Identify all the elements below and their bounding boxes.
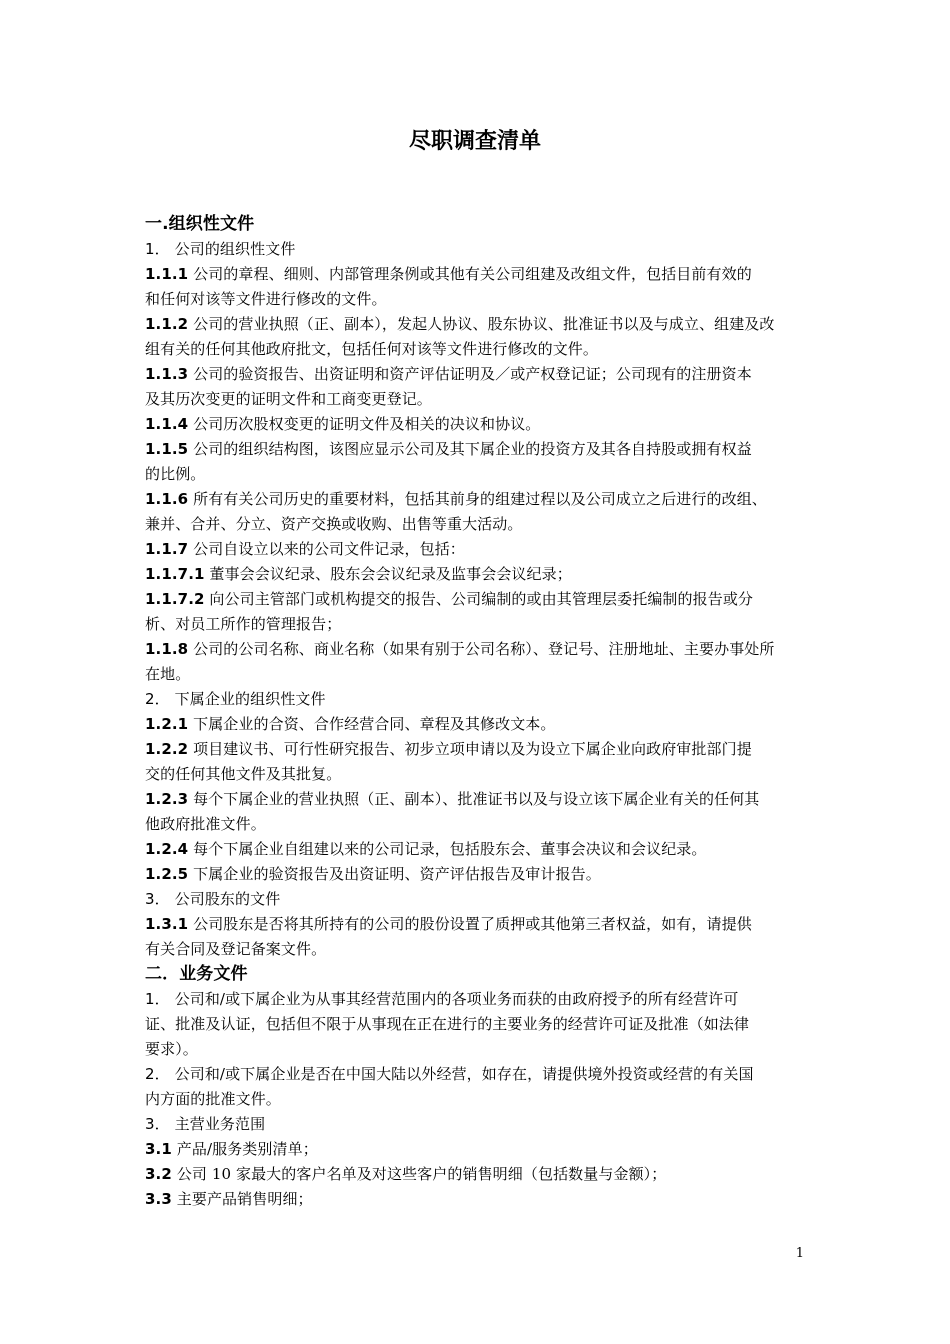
item-text: 向公司主管部门或机构提交的报告、公司编制的或由其管理层委托编制的报告或分: [209, 590, 754, 608]
list-item-line: [145, 662, 820, 687]
item-text: 交的任何其他文件及其批复。: [145, 765, 342, 783]
list-item-line: [145, 462, 820, 487]
item-text: 产品/服务类别清单；: [176, 1140, 318, 1158]
item-number: 二．: [145, 964, 180, 984]
item-number: 1．: [145, 990, 170, 1008]
item-number: 1.1.4: [145, 415, 189, 433]
item-text: 项目建议书、可行性研究报告、初步立项申请以及为设立下属企业向政府审批部门提: [193, 740, 752, 758]
list-item-line: [145, 412, 820, 437]
item-text: 每个下属企业的营业执照（正、副本）、批准证书以及与设立该下属企业有关的任何其: [193, 790, 760, 808]
item-text: 证、批准及认证，包括但不限于从事现在正在进行的主要业务的经营许可证及批准（如法律: [145, 1015, 750, 1033]
list-item-line: [145, 237, 820, 262]
list-item-line: [145, 762, 820, 787]
list-item-line: [145, 1187, 820, 1212]
list-item-line: [145, 887, 820, 912]
item-text: 公司股东是否将其所持有的公司的股份设置了质押或其他第三者权益，如有，请提供: [193, 915, 752, 933]
item-number: 1.3.1: [145, 915, 189, 933]
item-number: 3．: [145, 890, 170, 908]
item-text: 董事会会议纪录、股东会会议纪录及监事会会议纪录；: [209, 565, 572, 583]
list-item-line: [145, 1037, 820, 1062]
item-number: 1.1.8: [145, 640, 189, 658]
item-number: 1.1.7: [145, 540, 189, 558]
list-item-line: [145, 737, 820, 762]
list-item-line: [145, 687, 820, 712]
document-body: [145, 212, 820, 1212]
page-title: 尽职调查清单: [408, 129, 541, 154]
list-item-line: [145, 287, 820, 312]
list-item-line: [145, 362, 820, 387]
item-text: 有关合同及登记备案文件。: [145, 940, 327, 958]
item-text: 公司历次股权变更的证明文件及相关的决议和协议。: [193, 415, 541, 433]
item-text: 业务文件: [179, 964, 248, 984]
section-heading: [145, 962, 820, 987]
item-number: 1.1.5: [145, 440, 189, 458]
list-item-line: [145, 937, 820, 962]
item-text: 下属企业的验资报告及出资证明、资产评估报告及审计报告。: [193, 865, 601, 883]
list-item-line: [145, 637, 820, 662]
item-number: 1.1.6: [145, 490, 189, 508]
list-item-line: [145, 787, 820, 812]
list-item-line: [145, 387, 820, 412]
list-item-line: [145, 1162, 820, 1187]
item-number: 2．: [145, 1065, 170, 1083]
item-number: 3.3: [145, 1190, 172, 1208]
section-heading: [145, 212, 820, 237]
item-number: 1.2.3: [145, 790, 189, 808]
list-item-line: [145, 987, 820, 1012]
item-number: 1．: [145, 240, 170, 258]
list-item-line: [145, 562, 820, 587]
item-number: 3.1: [145, 1140, 172, 1158]
item-text: 要求）。: [145, 1040, 198, 1058]
item-number: 3．: [145, 1115, 170, 1133]
item-text: 主要产品销售明细；: [176, 1190, 313, 1208]
list-item-line: [145, 912, 820, 937]
item-text: 每个下属企业自组建以来的公司记录，包括股东会、董事会决议和会议纪录。: [193, 840, 707, 858]
item-text: 兼并、合并、分立、资产交换或收购、出售等重大活动。: [145, 515, 523, 533]
list-item-line: [145, 537, 820, 562]
item-text: 公司的组织性文件: [174, 240, 296, 258]
item-text: 组有关的任何其他政府批文，包括任何对该等文件进行修改的文件。: [145, 340, 599, 358]
item-number: 1.2.2: [145, 740, 189, 758]
item-number: 1.2.1: [145, 715, 189, 733]
list-item-line: [145, 1112, 820, 1137]
item-number: 3.2: [145, 1165, 172, 1183]
list-item-line: [145, 512, 820, 537]
item-text: 下属企业的组织性文件: [174, 690, 326, 708]
item-text: 的比例。: [145, 465, 206, 483]
item-number: 1.1.1: [145, 265, 189, 283]
item-text: 公司和/或下属企业是否在中国大陆以外经营，如存在，请提供境外投资或经营的有关国: [174, 1065, 754, 1083]
list-item-line: [145, 612, 820, 637]
item-text: 在地。: [145, 665, 191, 683]
item-number: 1.1.7.2: [145, 590, 205, 608]
item-number: 1.1.2: [145, 315, 189, 333]
list-item-line: [145, 1062, 820, 1087]
list-item-line: [145, 712, 820, 737]
list-item-line: [145, 437, 820, 462]
item-text: 和任何对该等文件进行修改的文件。: [145, 290, 387, 308]
item-text: 公司的验资报告、出资证明和资产评估证明及／或产权登记证；公司现有的注册资本: [193, 365, 752, 383]
item-text: 公司 10 家最大的客户名单及对这些客户的销售明细（包括数量与金额）；: [176, 1165, 667, 1183]
item-number: 1.2.5: [145, 865, 189, 883]
item-text: 公司的营业执照（正、副本），发起人协议、股东协议、批准证书以及与成立、组建及改: [193, 315, 775, 333]
item-text: 公司股东的文件: [174, 890, 281, 908]
item-text: 公司自设立以来的公司文件记录，包括：: [193, 540, 465, 558]
list-item-line: [145, 312, 820, 337]
item-text: 公司的组织结构图，该图应显示公司及其下属企业的投资方及其各自持股或拥有权益: [193, 440, 752, 458]
item-text: 析、对员工所作的管理报告；: [145, 615, 342, 633]
item-number: 1.1.7.1: [145, 565, 205, 583]
item-text: 及其历次变更的证明文件和工商变更登记。: [145, 390, 432, 408]
list-item-line: [145, 487, 820, 512]
page-number: 1: [795, 1246, 804, 1261]
item-number: 1.2.4: [145, 840, 189, 858]
list-item-line: [145, 837, 820, 862]
list-item-line: [145, 337, 820, 362]
item-text: 公司和/或下属企业为从事其经营范围内的各项业务而获的由政府授予的所有经营许可: [174, 990, 739, 1008]
list-item-line: [145, 1012, 820, 1037]
item-number: 1.1.3: [145, 365, 189, 383]
list-item-line: [145, 262, 820, 287]
item-text: 内方面的批准文件。: [145, 1090, 281, 1108]
list-item-line: [145, 812, 820, 837]
item-text: 所有有关公司历史的重要材料，包括其前身的组建过程以及公司成立之后进行的改组、: [193, 490, 767, 508]
item-text: 组织性文件: [168, 214, 255, 234]
item-number: 2．: [145, 690, 170, 708]
item-text: 公司的公司名称、商业名称（如果有别于公司名称）、登记号、注册地址、主要办事处所: [193, 640, 775, 658]
list-item-line: [145, 1137, 820, 1162]
list-item-line: [145, 862, 820, 887]
list-item-line: [145, 587, 820, 612]
list-item-line: [145, 1087, 820, 1112]
item-text: 主营业务范围: [174, 1115, 266, 1133]
item-text: 下属企业的合资、合作经营合同、章程及其修改文本。: [193, 715, 556, 733]
item-text: 他政府批准文件。: [145, 815, 266, 833]
item-text: 公司的章程、细则、内部管理条例或其他有关公司组建及改组文件，包括目前有效的: [193, 265, 752, 283]
item-number: 一.: [145, 214, 169, 234]
